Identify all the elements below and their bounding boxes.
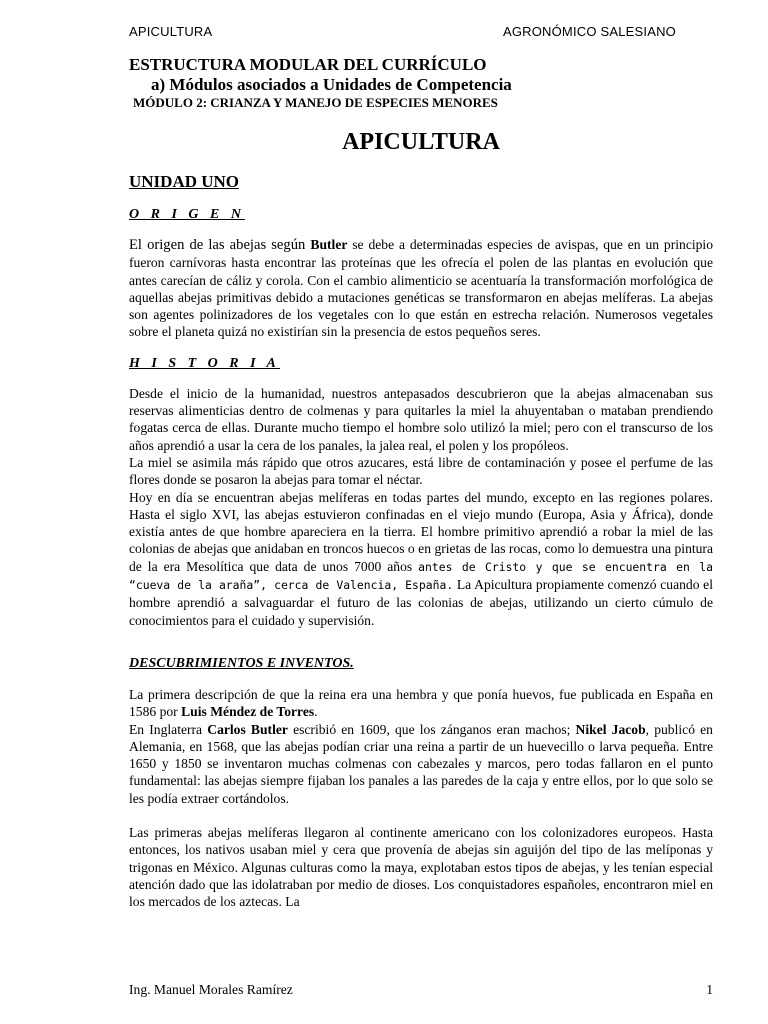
desc-p2-author-jacob: Nikel Jacob [575, 721, 646, 737]
header-left: APICULTURA [129, 24, 213, 39]
section-title-historia: H I S T O R I A [129, 355, 280, 371]
historia-p3-text-start: Hoy en día se encuentran abejas melíferas en todas partes del mundo, excepto en las regiones polares. Hasta el siglo XVI, las abejas estuvieron confinadas en el viejo mundo (Europa, Asia y África), donde existía antes de que hombre apareciera en la tierra. El hombre primitivo aprendió a robar la miel de las colonias de abejas que anidaban en troncos huecos o en grietas de las rocas, como lo demuestra una pintura de la era Mesolítica que data de unos 7000 años [129, 489, 713, 574]
curriculum-subtitle: a) Módulos asociados a Unidades de Competencia [151, 75, 512, 94]
desc-p2-author-butler: Carlos Butler [207, 721, 288, 737]
historia-paragraph-3 [129, 489, 713, 629]
page-title: APICULTURA [342, 129, 500, 155]
historia-paragraph-2: La miel se asimila más rápido que otros azucares, está libre de contaminación y posee el perfume de las flores donde se posaron la abejas para tomar el néctar. [129, 454, 713, 488]
curriculum-title: ESTRUCTURA MODULAR DEL CURRÍCULO [129, 55, 487, 74]
footer-author: Ing. Manuel Morales Ramírez [129, 982, 293, 997]
desc-p1-author: Luis Méndez de Torres [181, 704, 315, 720]
descubrimientos-paragraph-2 [129, 721, 713, 807]
section-title-origen: O R I G E N [129, 207, 245, 222]
header-right: AGRONÓMICO SALESIANO [502, 24, 676, 39]
page-footer [129, 982, 713, 998]
document-body [129, 55, 713, 911]
desc-p1-text-end: . [314, 704, 318, 720]
descubrimientos-paragraph-1 [129, 686, 713, 721]
origen-text-rest: se debe a determinadas especies de avispas, que en un principio fueron carnívoras hasta encontrar las proteínas que les ofrecía el polen de las plantas en evolución que antes carecían de cáliz y corola. Con el cambio alimenticio se acentuaría la transformación morfológica de aquellas abejas primitivas debido a mutaciones genéticas se transformaron en abejas melíferas. La abejas son agentes polinizadores de los vegetales con lo que están en estrecha relación. Numerosos vegetales sobre el planeta quizá no existirían sin la presencia de estos pequeños seres. [129, 237, 713, 340]
historia-p3-mono-text: antes de Cristo y que se encuentra en la “cueva de la araña”, cerca de Valencia, España. [129, 559, 713, 593]
section-title-descubrimientos: DESCUBRIMIENTOS E INVENTOS. [129, 655, 354, 671]
desc-p2-text-a: En Inglaterra [129, 721, 208, 737]
page-number: 1 [706, 982, 713, 997]
historia-paragraph-1: Desde el inicio de la humanidad, nuestros antepasados descubrieron que la abejas almacenaban sus reservas alimenticias dentro de colmenas y para quitarles la miel la ahuyentaban o mataban prendiendo fogatas cerca de ellas. Durante mucho tiempo el hombre solo utilizó la miel; pero con el transcurso de los años aprendió a usar la cera de los panales, la jalea real, el polen y los propóleos. [129, 385, 713, 453]
historia-p3-text-end: La Apicultura propiamente comenzó cuando el hombre aprendió a salvaguardar el futuro de las colonias de abejas, utilizando un cierto cúmulo de conocimientos para el cuidado y supervisión. [129, 577, 713, 628]
running-header [129, 24, 676, 39]
descubrimientos-paragraph-3: Las primeras abejas melíferas llegaron al continente americano con los colonizadores europeos. Hasta entonces, los nativos usaban miel y cera que provenía de abejas sin aguijón del tipo de las melíponas y trigonas en México. Algunas culturas como la maya, explotaban estos tipos de abejas, y les tenían especial atención dado que las idolatraban por medio de dioses. Los conquistadores españoles, encontraron miel en los mercados de los aztecas. La [129, 825, 713, 910]
origen-author: Butler [310, 237, 348, 252]
curriculum-module: MÓDULO 2: CRIANZA Y MANEJO DE ESPECIES MENORES [133, 95, 498, 110]
origen-text-start: El origen de las abejas según [129, 237, 311, 253]
desc-p2-text-c: escribió en 1609, que los zánganos eran machos; [287, 721, 576, 737]
unit-title: UNIDAD UNO [129, 172, 240, 191]
desc-p2-text-e: , publicó en Alemania, en 1568, que las abejas podían criar una reina a partir de un huevecillo o larva pequeña. Entre 1650 y 1850 se inventaron muchas colmenas con cabezales y marcos, pero todas fallaron en el punto fundamental: las abejas siempre fijaban los panales a las paredes de la caja y entre ellos, por lo que solo se les podía extraer cortándolos. [129, 721, 713, 806]
origen-paragraph [129, 236, 713, 341]
desc-p1-text-start: La primera descripción de que la reina era una hembra y que ponía huevos, fue publicada en España en 1586 por [129, 686, 713, 720]
